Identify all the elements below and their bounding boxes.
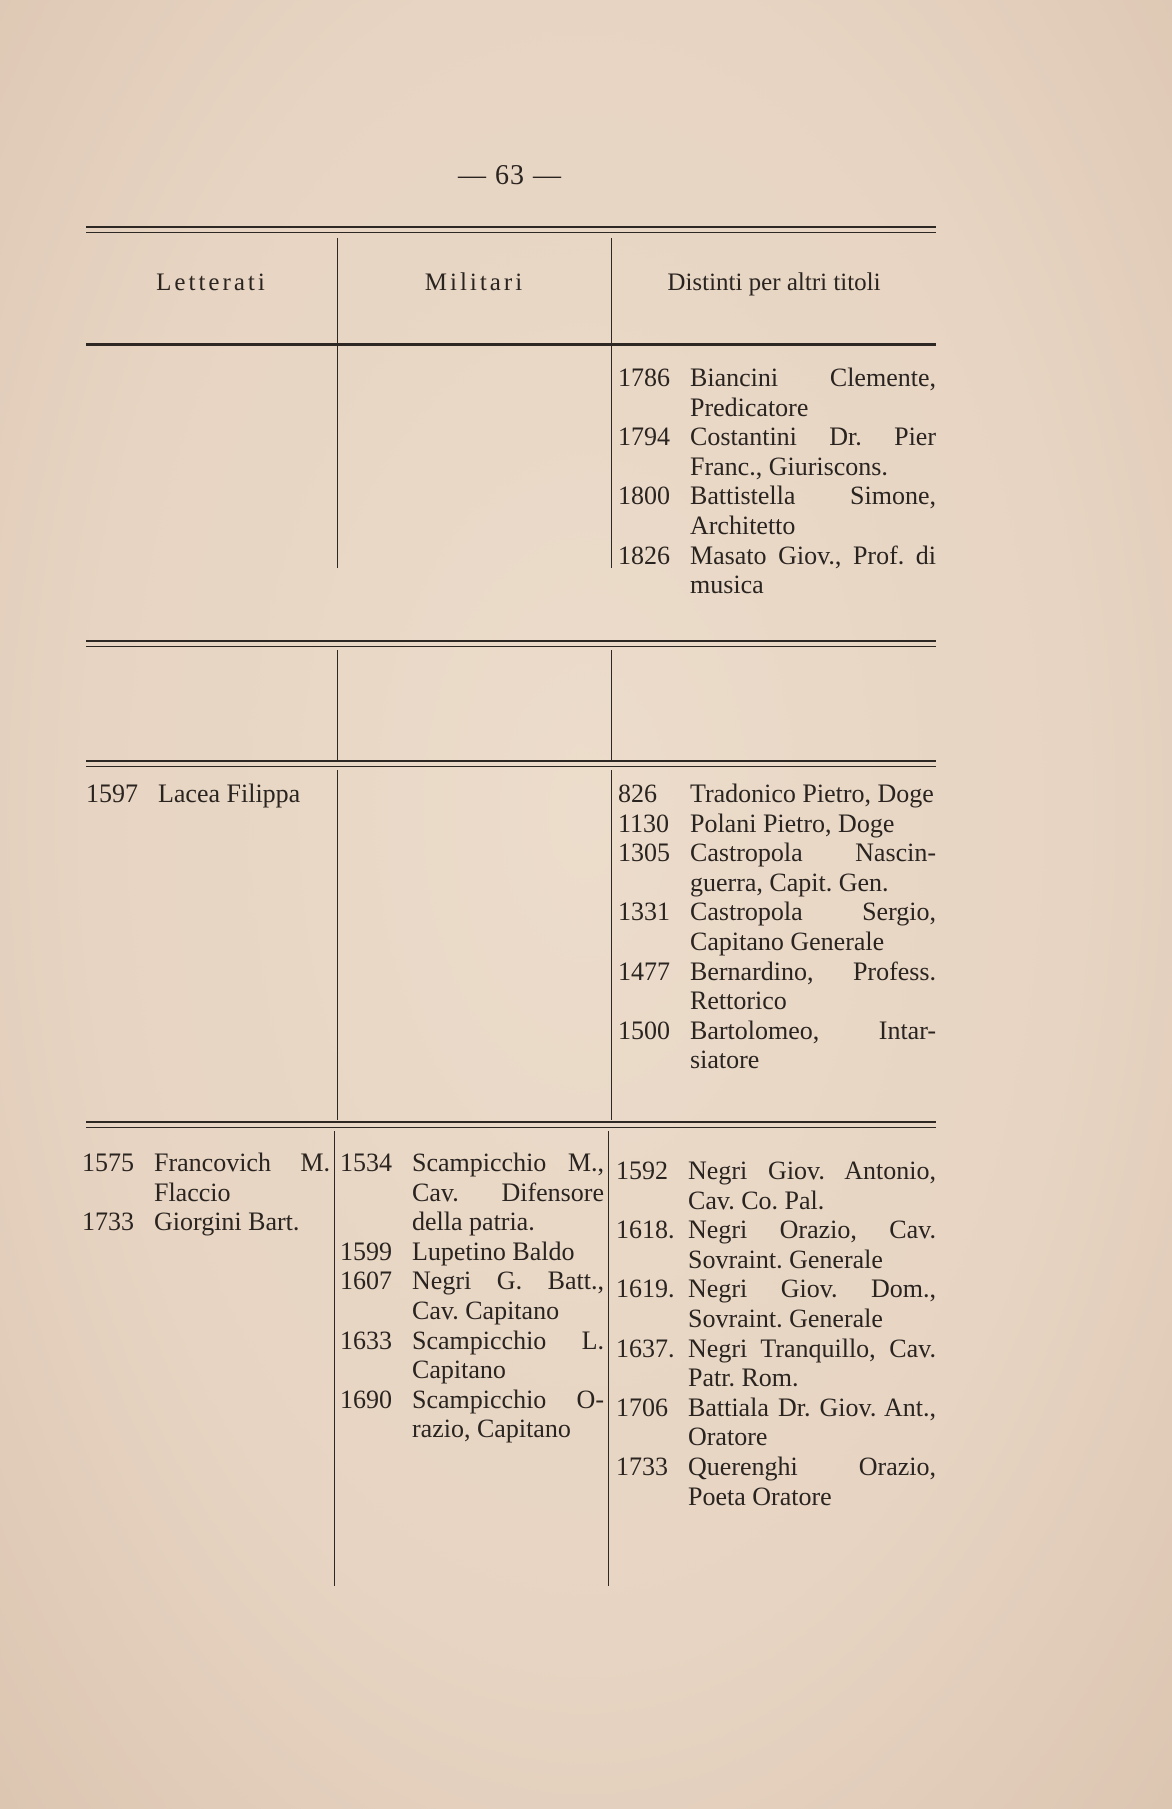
list-item: 1477 Bernardino, Profess. Rettorico [618,956,936,1016]
list-item: 1592 Negri Giov. Antonio, Cav. Co. Pal. [616,1156,936,1215]
section-4-militari [340,1148,604,1444]
column-divider [334,1131,335,1586]
list-item: 1633 Scampicchio L. Capitano [340,1325,604,1385]
column-divider [337,770,338,1120]
column-divider [608,1131,609,1586]
list-item: 1500 Bartolomeo, Intar-siatore [618,1015,936,1075]
section-1-distinti [618,363,936,600]
header-distinti: Distinti per altri titoli [667,269,881,296]
list-item: 1637. Negri Tranquillo, Cav. Patr. Rom. [616,1333,936,1393]
section-3-distinti [618,779,936,1075]
column-divider [611,650,612,760]
section-rule [86,1121,936,1128]
section-3-letterati [86,779,332,809]
column-divider [611,238,612,568]
list-item: 1607 Negri G. Batt., Cav. Capitano [340,1266,604,1325]
list-item: 1690 Scampicchio O-razio, Capitano [340,1384,604,1444]
list-item: 1305 Castropola Nascin-guerra, Capit. Gen. [618,838,936,897]
table-top-rule [86,226,936,233]
list-item: 1575 Francovich M. Flaccio [82,1148,330,1207]
section-rule [86,640,936,647]
list-item: 1733 Giorgini Bart. [82,1207,300,1237]
header-rule [86,343,936,346]
section-4-distinti [616,1156,936,1511]
list-item: 1331 Castropola Sergio, Capitano Generale [618,897,936,956]
list-item: 1618. Negri Orazio, Cav. Sovraint. Generale [616,1215,936,1274]
header-letterati: Letterati [156,269,268,296]
register-table [82,226,936,1586]
header-militari: Militari [424,269,526,296]
page-number: — 63 — [458,160,562,191]
list-item: 1130 Polani Pietro, Doge [618,808,895,838]
section-4-letterati [82,1148,330,1237]
column-divider [337,650,338,760]
list-item: 1706 Battiala Dr. Giov. Ant., Oratore [616,1392,936,1452]
list-item: 1794 Costantini Dr. Pier Franc., Giuriscons. [618,422,936,481]
list-item: 1534 Scampicchio M., Cav. Difensore della patria. [340,1148,604,1237]
list-item: 1800 Battistella Simone, Architetto [618,481,936,540]
list-item: 1786 Biancini Clemente, Predicatore [618,363,936,422]
list-item: 1597 Lacea Filippa [86,779,301,808]
column-divider [337,238,338,568]
list-item: 1733 Querenghi Orazio, Poeta Oratore [616,1451,936,1511]
list-item: 1826 Masato Giov., Prof. di musica [618,540,936,600]
list-item: 1619. Negri Giov. Dom., Sovraint. Generale [616,1274,936,1333]
section-rule [86,760,936,767]
column-divider [611,770,612,1120]
list-item: 826 Tradonico Pietro, Doge [618,779,934,808]
list-item: 1599 Lupetino Baldo [340,1236,575,1266]
